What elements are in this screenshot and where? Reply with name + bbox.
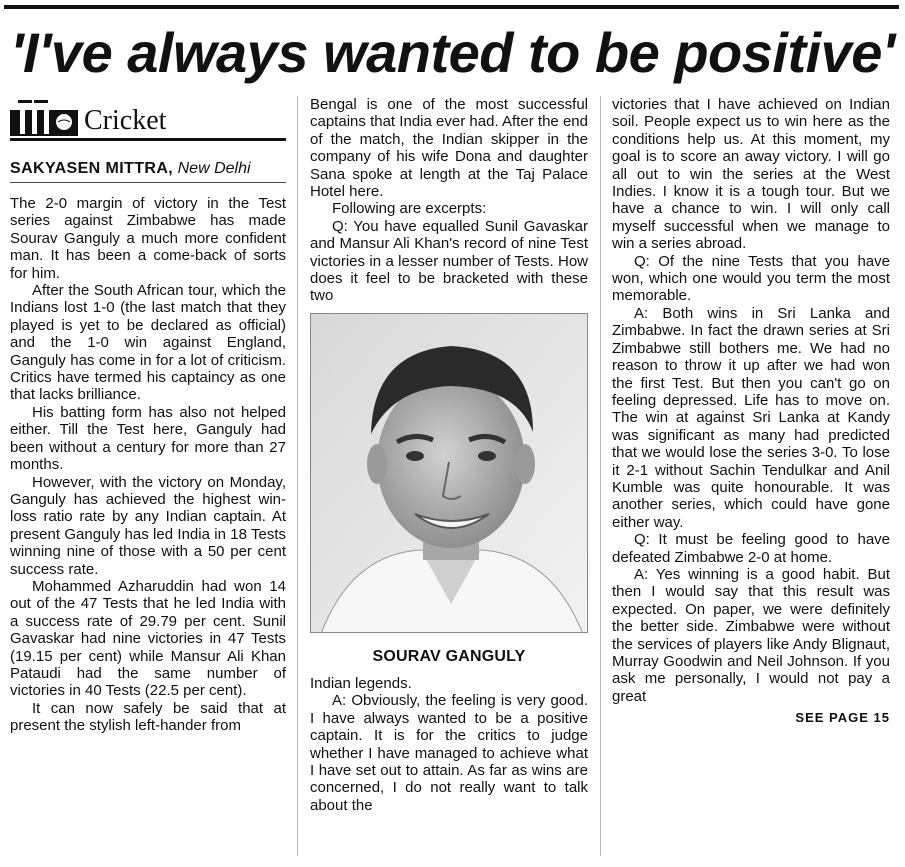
paragraph: Q: You have equalled Sunil Gavaskar and Mansur Ali Khan's record of nine Test victories in a lesser number of Tests. How does it feel to be bracketed with these two — [310, 217, 588, 305]
article-column-3 — [612, 96, 890, 727]
article-column-1 — [10, 96, 286, 735]
cricket-stumps-icon — [10, 98, 78, 136]
byline — [10, 159, 286, 183]
section-title: Cricket — [84, 105, 167, 136]
article-column-2 — [310, 96, 588, 814]
paragraph: Mohammed Azharuddin had won 14 out of the 47 Tests that he led India with a success rate of 29.79 per cent. Sunil Gavaskar had nine victories in 47 Tests (19.15 per cent) while Mansur Ali Khan Pataudi had the same number of victories in 40 Tests (22.5 per cent). — [10, 577, 286, 700]
continuation-jump[interactable]: SEE PAGE 15 — [795, 710, 890, 726]
portrait-image — [311, 314, 588, 633]
paragraph: Bengal is one of the most successful captains that India ever had. After the end of the match, the Indian skipper in the company of his wife Dona and daughter Sana spoke at length at the Taj Palace Hotel here. — [310, 96, 588, 201]
paragraph: A: Both wins in Sri Lanka and Zimbabwe. In fact the drawn series at Sri Zimbabwe still bothers me. We had no reason to throw it up after we had won the first Test. But then you can't go on feeling depressed. Life has to move on. The win at against Sri Lanka at Kandy was significant as many had predicted that we would lose the series 3-0. To lose it 2-1 without Sachin Tendulkar and Anil Kumble was quite honourable. It was another series, which could have gone either way. — [612, 304, 890, 531]
paragraph: It can now safely be said that at present the stylish left-hander from — [10, 699, 286, 735]
paragraph: Q: It must be feeling good to have defeated Zimbabwe 2-0 at home. — [612, 531, 890, 566]
paragraph: Following are excerpts: — [332, 200, 487, 218]
paragraph: A: Obviously, the feeling is very good. I have always wanted to be a positive captain. It is for the critics to judge whether I have managed to achieve what I have set out to attain. As far as wins are concerned, I do not really want to talk about the — [310, 692, 588, 814]
byline-author: SAKYASEN MITTRA, — [10, 160, 174, 177]
paragraph: Q: Of the nine Tests that you have won, which one would you term the most memorable. — [612, 252, 890, 305]
headline: 'I've always wanted to be positive' — [10, 21, 895, 84]
player-photo — [310, 313, 588, 633]
byline-place: New Delhi — [177, 160, 251, 177]
paragraph: victories that I have achieved on Indian soil. People expect us to win here as the conditions help us. At this moment, my goal is to score an away victory. I will go all out to win the series at the West Indies. I know it is a tough tour. But we have a chance to win. I will only call myself successful when we manage to win a series abroad. — [612, 96, 890, 253]
paragraph: After the South African tour, which the Indians lost 1-0 (the last match that they played is yet to be declared as official) and the 1-0 win against England, Ganguly has come in for a lot of criticism. Critics have termed his captaincy as one that lacks brilliance. — [10, 282, 286, 404]
paragraph: His batting form has also not helped either. Till the Test here, Ganguly had been without a century for more than 27 months. — [10, 403, 286, 474]
photo-caption: SOURAV GANGULY — [372, 647, 526, 665]
paragraph: However, with the victory on Monday, Ganguly has achieved the highest win-loss ratio rate by any Indian captain. At present Ganguly has led India in 18 Tests winning nine of those with a 50 per cent success rate. — [10, 473, 286, 578]
paragraph: The 2-0 margin of victory in the Test series against Zimbabwe has made Sourav Ganguly a much more confident man. It has been a come-back of sorts for him. — [10, 195, 286, 282]
paragraph: A: Yes winning is a good habit. But then I would say that this result was expected. On paper, we were definitely the better side. Zimbabwe were without the services of players like Andy Blignaut, Murray Goodwin and Neil Johnson. If you ask me personally, I would not pay a great — [612, 565, 890, 705]
top-rule — [4, 5, 899, 9]
column-divider — [297, 96, 298, 856]
section-header — [10, 96, 286, 141]
column-divider — [600, 96, 601, 856]
paragraph: Indian legends. — [310, 674, 412, 692]
